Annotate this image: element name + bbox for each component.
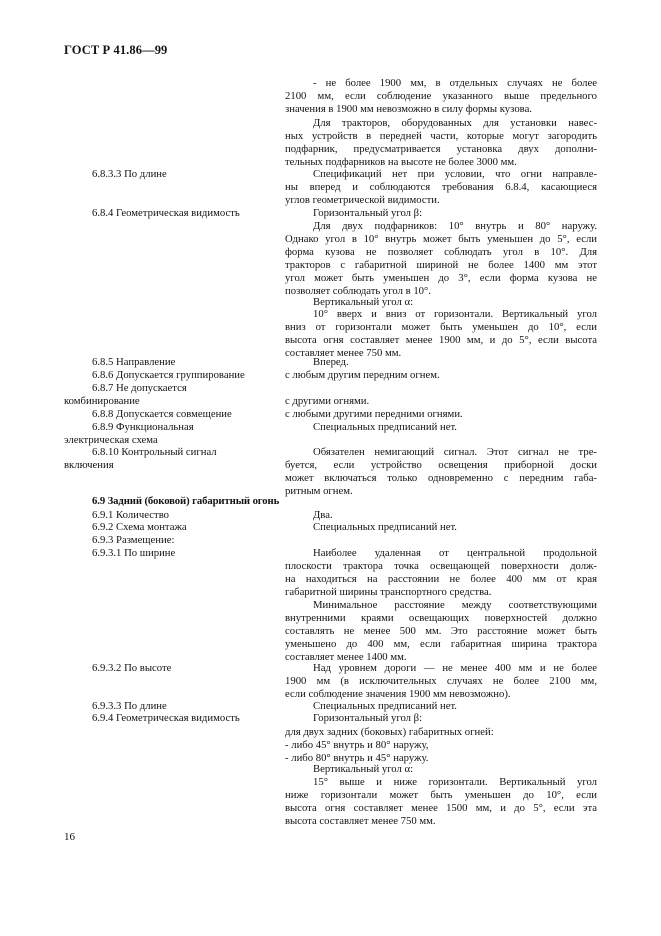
section-686: 6.8.6 Допускается группирование xyxy=(92,369,245,381)
section-694: 6.9.4 Геометрическая видимость xyxy=(92,712,240,724)
paragraph-length-spec: Спецификаций нет при условии, что огни направле- ны вперед и соблюдаются требования 6.8.4, касающиеся углов геометрической видимости. xyxy=(285,168,597,206)
section-6810: 6.8.10 Контрольный сигнал включения xyxy=(64,446,217,471)
paragraph-horizontal-angle: Горизонтальный угол β: xyxy=(313,207,423,219)
text-mutual-incorporation: с любыми другими передними огнями. xyxy=(285,408,463,420)
paragraph-min-distance: Минимальное расстояние между соответствующими внутренними краями освещающих поверхностей должно составлять не менее 500 мм. Это расстояние может быть уменьшено до 400 мм, если габаритная ширина трактора составляет менее 1400 мм. xyxy=(285,599,597,663)
paragraph-height: Над уровнем дороги — не менее 400 мм и не более 1900 мм (в исключительных случаях не более 2100 мм, если соблюдение значения 1900 мм невозможно). xyxy=(285,662,597,700)
section-688: 6.8.8 Допускается совмещение xyxy=(92,408,232,420)
section-6932: 6.9.3.2 По высоте xyxy=(92,662,172,674)
text-length: Специальных предписаний нет. xyxy=(313,700,457,712)
paragraph-rear-angles: для двух задних (боковых) габаритных огней: - либо 45° внутрь и 80° наружу, - либо 80° внутрь и 45° наружу. xyxy=(285,726,494,764)
section-684: 6.8.4 Геометрическая видимость xyxy=(92,207,240,219)
text-number: Два. xyxy=(313,509,333,521)
text-assembly: Специальных предписаний нет. xyxy=(313,521,457,533)
paragraph-width: Наиболее удаленная от центральной продольной плоскости трактора точка освещающей поверхности долж- на находиться на расстоянии не более 400 мм от края габаритной ширины транспортного средства. xyxy=(285,547,597,598)
paragraph-tell-tale: Обязателен немигающий сигнал. Этот сигнал не тре- буется, если устройство освещения приборной доски может включаться только одновременно с передним габа- ритным огнем. xyxy=(285,446,597,497)
text-electrical: Специальных предписаний нет. xyxy=(313,421,457,433)
paragraph-vertical-angle-rear: Вертикальный угол α: xyxy=(313,763,414,775)
page-number: 16 xyxy=(64,831,75,843)
page-header: ГОСТ Р 41.86—99 xyxy=(64,43,168,57)
section-heading-69: 6.9 Задний (боковой) габаритный огонь xyxy=(92,495,280,507)
section-687: 6.8.7 Не допускается комбинирование xyxy=(64,382,187,407)
section-6931: 6.9.3.1 По ширине xyxy=(92,547,176,559)
paragraph-vertical-limits-rear: 15° выше и ниже горизонтали. Вертикальный угол ниже горизонтали может быть уменьшен до 10°, если высота огня составляет менее 1500 мм, и до 5°, если эта высота составляет менее 750 мм. xyxy=(285,776,597,827)
section-685: 6.8.5 Направление xyxy=(92,356,176,368)
paragraph-horizontal-angle-rear: Горизонтальный угол β: xyxy=(313,712,423,724)
paragraph-vertical-angle: Вертикальный угол α: xyxy=(313,296,414,308)
section-6933: 6.9.3.3 По длине xyxy=(92,700,167,712)
paragraph-front-angles: Для двух подфарников: 10° внутрь и 80° наружу. Однако угол в 10° внутрь может быть уменьшен до 5°, если форма кузова не позволяет соблюдать угол в 10°. Для тракторов с габаритной шириной не более 1400 мм этот угол может быть уменьшен до 3°, если форма кузова не позволяет соблюдать угол в 10°. xyxy=(285,220,597,297)
text-direction: Вперед. xyxy=(313,356,349,368)
paragraph-vertical-limits: 10° вверх и вниз от горизонтали. Вертикальный угол вниз от горизонтали может быть уменьшен до 10°, если высота огня составляет менее 1900 мм, и до 5°, если высота составляет менее 750 мм. xyxy=(285,308,597,359)
section-692: 6.9.2 Схема монтажа xyxy=(92,521,187,533)
section-6833: 6.8.3.3 По длине xyxy=(92,168,167,180)
text-grouping: с любым другим передним огнем. xyxy=(285,369,440,381)
section-693: 6.9.3 Размещение: xyxy=(92,534,175,546)
section-691: 6.9.1 Количество xyxy=(92,509,170,521)
section-689: 6.8.9 Функциональная электрическая схема xyxy=(64,421,194,446)
paragraph-height-limit: - не более 1900 мм, в отдельных случаях не более 2100 мм, если соблюдение указанного выше предельного значения в 1900 мм невозможно в силу формы кузова. xyxy=(285,77,597,115)
paragraph-additional-lamps: Для тракторов, оборудованных для установки навес- ных устройств в передней части, которые могут загородить подфарник, предусматривается установка двух дополни- тельных подфарников на высоте не более 3000 мм. xyxy=(285,117,597,168)
text-combining: с другими огнями. xyxy=(285,395,370,407)
